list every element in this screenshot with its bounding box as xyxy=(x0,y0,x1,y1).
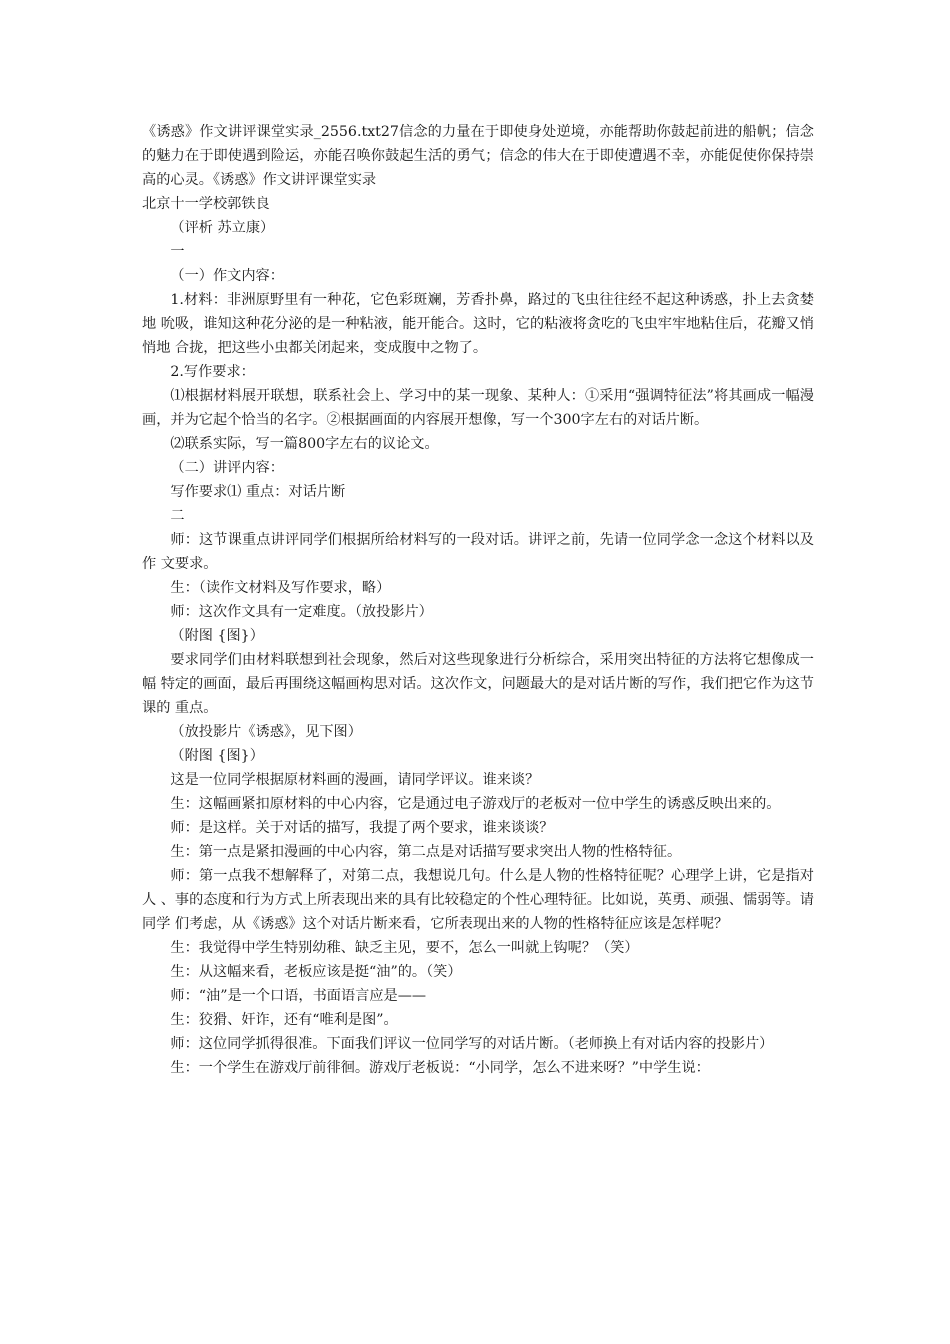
paragraph: 师：这节课重点讲评同学们根据所给材料写的一段对话。讲评之前，先请一位同学念一念这个材料以及作 文要求。 xyxy=(142,532,814,572)
paragraph: 1.材料：非洲原野里有一种花，它色彩斑斓，芳香扑鼻，路过的飞虫往往经不起这种诱惑，扑上去贪婪地 吮吸，谁知这种花分泌的是一种粘液，能开能合。这时，它的粘液将贪吃的飞虫牢牢地粘住后，花瓣又悄悄地 合拢，把这些小虫都关闭起来，变成腹中之物了。 xyxy=(142,292,814,356)
paragraph: 师：这次作文具有一定难度。（放投影片） xyxy=(170,604,433,620)
paragraph: （放投影片《诱惑》，见下图） xyxy=(170,724,362,740)
paragraph: 生：这幅画紧扣原材料的中心内容，它是通过电子游戏厅的老板对一位中学生的诱惑反映出来的。 xyxy=(170,796,781,812)
paragraph: 写作要求⑴ 重点：对话片断 xyxy=(170,484,346,500)
paragraph: 生：我觉得中学生特别幼稚、缺乏主见，要不，怎么一叫就上钩呢？（笑） xyxy=(170,940,639,956)
paragraph: 二 xyxy=(170,508,185,524)
paragraph: 生：（读作文材料及写作要求，略） xyxy=(170,580,391,596)
paragraph: 生：一个学生在游戏厅前徘徊。游戏厅老板说：“小同学，怎么不进来呀？”中学生说： xyxy=(170,1060,710,1076)
paragraph: （二）讲评内容： xyxy=(170,460,284,476)
paragraph: 师：是这样。关于对话的描写，我提了两个要求，谁来谈谈？ xyxy=(170,820,554,836)
paragraph: 师：“油”是一个口语，书面语言应是—— xyxy=(170,988,427,1004)
paragraph: ⑴根据材料展开联想，联系社会上、学习中的某一现象、某种人：①采用“强调特征法”将其画成一幅漫 画，并为它起个恰当的名字。②根据画面的内容展开想像，写一个300字左右的对话片断。 xyxy=(142,388,814,428)
paragraph: 一 xyxy=(170,244,185,260)
paragraph: 师：第一点我不想解释了，对第二点，我想说几句。什么是人物的性格特征呢？心理学上讲，它是指对人 、事的态度和行为方式上所表现出来的具有比较稳定的个性心理特征。比如说，英勇、顽强、懦弱等。请同学 们考虑，从《诱惑》这个对话片断来看，它所表现出来的人物的性格特征应该是怎样呢？ xyxy=(142,868,814,932)
paragraph: 生：从这幅来看，老板应该是挺“油”的。（笑） xyxy=(170,964,462,980)
paragraph: 生：狡猾、奸诈，还有“唯利是图”。 xyxy=(170,1012,398,1028)
paragraph: ⑵联系实际，写一篇800字左右的议论文。 xyxy=(170,436,439,452)
paragraph: 这是一位同学根据原材料画的漫画，请同学评议。谁来谈？ xyxy=(170,772,540,788)
paragraph: （附图 {图}） xyxy=(170,748,264,764)
paragraph: 师：这位同学抓得很准。下面我们评议一位同学写的对话片断。（老师换上有对话内容的投影片） xyxy=(170,1036,774,1052)
paragraph: 要求同学们由材料联想到社会现象，然后对这些现象进行分析综合，采用突出特征的方法将它想像成一幅 特定的画面，最后再围绕这幅画构思对话。这次作文，问题最大的是对话片断的写作，我们把它作为这节课的 重点。 xyxy=(142,652,814,716)
paragraph: （评析 苏立康） xyxy=(170,220,275,236)
paragraph: 《诱惑》作文讲评课堂实录_2556.txt27信念的力量在于即使身处逆境，亦能帮助你鼓起前进的船帆；信念的魅力在于即使遇到险运，亦能召唤你鼓起生活的勇气；信念的伟大在于即使遭遇不幸，亦能促使你保持崇高的心灵。《诱惑》作文讲评课堂实录 xyxy=(142,124,814,188)
paragraph: （附图 {图}） xyxy=(170,628,264,644)
document-body xyxy=(142,120,814,1080)
paragraph: 2.写作要求： xyxy=(170,364,255,380)
paragraph: 生：第一点是紧扣漫画的中心内容，第二点是对话描写要求突出人物的性格特征。 xyxy=(170,844,682,860)
paragraph: 北京十一学校郭铁良 xyxy=(142,196,270,212)
paragraph: （一）作文内容： xyxy=(170,268,284,284)
